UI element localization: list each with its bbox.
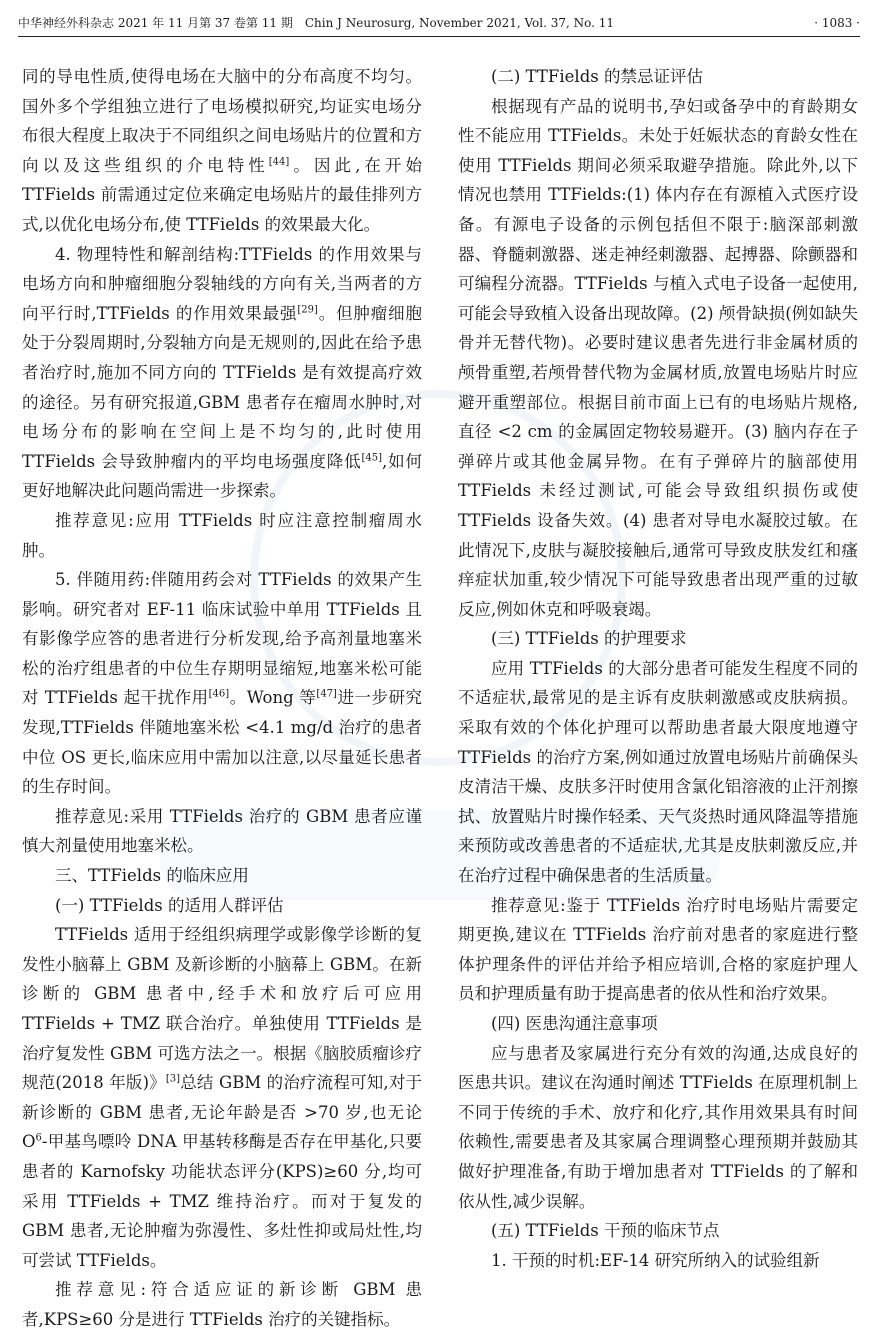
subsection-heading: (四) 医患沟通注意事项 xyxy=(491,1014,658,1033)
recommendation: 推荐意见:采用 TTFields 治疗的 GBM 患者应谨慎大剂量使用地塞米松。 xyxy=(22,806,422,856)
reference: [29] xyxy=(297,304,318,316)
left-column xyxy=(22,62,422,1335)
paragraph: 1. 干预的时机:EF-14 研究所纳入的试验组新 xyxy=(491,1250,820,1270)
paragraph: 应用 TTFields 的大部分患者可能发生程度不同的不适症状,最常见的是主诉有皮肤刺激感或皮肤病损。采取有效的个体化护理可以帮助患者最大限度地遵守 TTFields 的治疗方案,例如通过放置电场贴片前确保头皮清洁干燥、皮肤多汗时使用含氯化铝溶液的止汗剂擦拭、放置贴片时操作轻柔、天气炎热时通风降温等措施来预防或改善患者的不适症状,尤其是皮肤刺激反应,并在治疗过程中确保患者的生活质量。 xyxy=(458,658,858,886)
reference: [3] xyxy=(165,1073,181,1085)
subsection-heading: (二) TTFields 的禁忌证评估 xyxy=(491,67,703,86)
subsection-heading: (三) TTFields 的护理要求 xyxy=(491,629,687,649)
subsection-heading: (五) TTFields 干预的临床节点 xyxy=(491,1221,720,1241)
reference: [45] xyxy=(361,452,383,464)
right-column xyxy=(458,62,858,1275)
superscript: 6 xyxy=(35,1132,42,1144)
running-header xyxy=(18,10,860,37)
section-heading: 三、TTFields 的临床应用 xyxy=(55,866,249,886)
journal-citation: 中华神经外科杂志 2021 年 11 月第 37 卷第 11 期 Chin J Neurosurg, November 2021, Vol. 37, No. 11 xyxy=(18,16,615,30)
paragraph: 根据现有产品的说明书,孕妇或备孕中的育龄期女性不能应用 TTFields。未处于妊娠状态的育龄女性在使用 TTFields 期间必须采取避孕措施。除此外,以下情况也禁用 TTFields:(1) 体内存在有源植入式医疗设备。有源电子设备的示例包括但不限于:脑深部刺激器、脊髓刺激器、迷走神经刺激器、起搏器、除颤器和可编程分流器。TTFields 与植入式电子设备一起使用,可能会导致植入设备出现故障。(2) 颅骨缺损(例如缺失骨并无替代物)。必要时建议患者先进行非金属材质的颅骨重塑,若颅骨替代物为金属材质,放置电场贴片时应避开重塑部位。根据目前市面上已有的电场贴片规格,直径 <2 cm 的金属固定物较易避开。(3) 脑内存在子弹碎片或其他金属异物。在有子弹碎片的脑部使用 TTFields 未经过测试,可能会导致组织损伤或使 TTFields 设备失效。(4) 患者对导电水凝胶过敏。在此情况下,皮肤与凝胶接触后,通常可导致皮肤发红和瘙痒症状加重,较少情况下可能导致患者出现严重的过敏反应,例如休克和呼吸衰竭。 xyxy=(458,96,858,619)
paragraph: TTFields 适用于经组织病理学或影像学诊断的复发性小脑幕上 GBM 及新诊断的小脑幕上 GBM。在新诊断的 GBM 患者中,经手术和放疗后可应用 TTFields + TMZ 联合治疗。单独使用 TTFields 是治疗复发性 GBM 可选方法之一。根据《脑胶质瘤诊疗规范(2018 年版)》[3]总结 GBM 的治疗流程可知,对于新诊断的 GBM 患者,无论年龄是否 >70 岁,也无论 $O^6-$甲基鸟嘌呤 DNA 甲基转移酶是否存在甲基化,只要患者的 Karnofsky 功能状态评分(KPS)≥60 分,均可采用 TTFields + TMZ 维持治疗。而对于复发的 GBM 患者,无论肿瘤为弥漫性、多灶性抑或局灶性,均可尝试 TTFields。 xyxy=(22,925,422,1270)
recommendation: 推荐意见:符合适应证的新诊断 GBM 患者,KPS≥60 分是进行 TTFields 治疗的关键指标。 xyxy=(22,1280,422,1329)
page-number: · 1083 · xyxy=(814,16,860,30)
recommendation: 推荐意见:鉴于 TTFields 治疗时电场贴片需要定期更换,建议在 TTFields 治疗前对患者的家庭进行整体护理条件的评估并给予相应培训,合格的家庭护理人员和护理质量有助于提高患者的依从性和治疗效果。 xyxy=(458,895,858,1004)
reference: [46] xyxy=(208,688,230,700)
reference: [44] xyxy=(268,156,290,168)
paragraph: 应与患者及家属进行充分有效的沟通,达成良好的医患共识。建议在沟通时阐述 TTFields 在原理机制上不同于传统的手术、放疗和化疗,其作用效果具有时间依赖性,需要患者及其家属合理调整心理预期并鼓励其做好护理准备,有助于增加患者对 TTFields 的了解和依从性,减少误解。 xyxy=(458,1043,858,1211)
recommendation: 推荐意见:应用 TTFields 时应注意控制瘤周水肿。 xyxy=(22,510,422,560)
paragraph: 同的导电性质,使得电场在大脑中的分布高度不均匀。国外多个学组独立进行了电场模拟研究,均证实电场分布很大程度上取决于不同组织之间电场贴片的位置和方向以及这些组织的介电特性[44]。因此,在开始 TTFields 前需通过定位来确定电场贴片的最佳排列方式,以优化电场分布,使 TTFields 的效果最大化。 xyxy=(22,67,423,234)
reference: [47] xyxy=(316,688,337,700)
paragraph: 4. 物理特性和解剖结构:TTFields 的作用效果与电场方向和肿瘤细胞分裂轴线的方向有关,当两者的方向平行时,TTFields 的作用效果最强[29]。但肿瘤细胞处于分裂周期时,分裂轴方向是无规则的,因此在给予患者治疗时,施加不同方向的 TTFields 是有效提高疗效的途径。另有研究报道,GBM 患者存在瘤周水肿时,对电场分布的影响在空间上是不均匀的,此时使用 TTFields 会导致肿瘤内的平均电场强度降低[45],如何更好地解决此问题尚需进一步探索。 xyxy=(22,244,422,501)
subsection-heading: (一) TTFields 的适用人群评估 xyxy=(55,895,284,915)
paragraph: 5. 伴随用药:伴随用药会对 TTFields 的效果产生影响。研究者对 EF-11 临床试验中单用 TTFields 且有影像学应答的患者进行分析发现,给予高剂量地塞米松的治疗组患者的中位生存期明显缩短,地塞米松可能对 TTFields 起干扰作用[46]。Wong 等[47]进一步研究发现,TTFields 伴随地塞米松 <4.1 mg/d 治疗的患者中位 OS 更长,临床应用中需加以注意,以尽量延长患者的生存时间。 xyxy=(22,570,422,797)
